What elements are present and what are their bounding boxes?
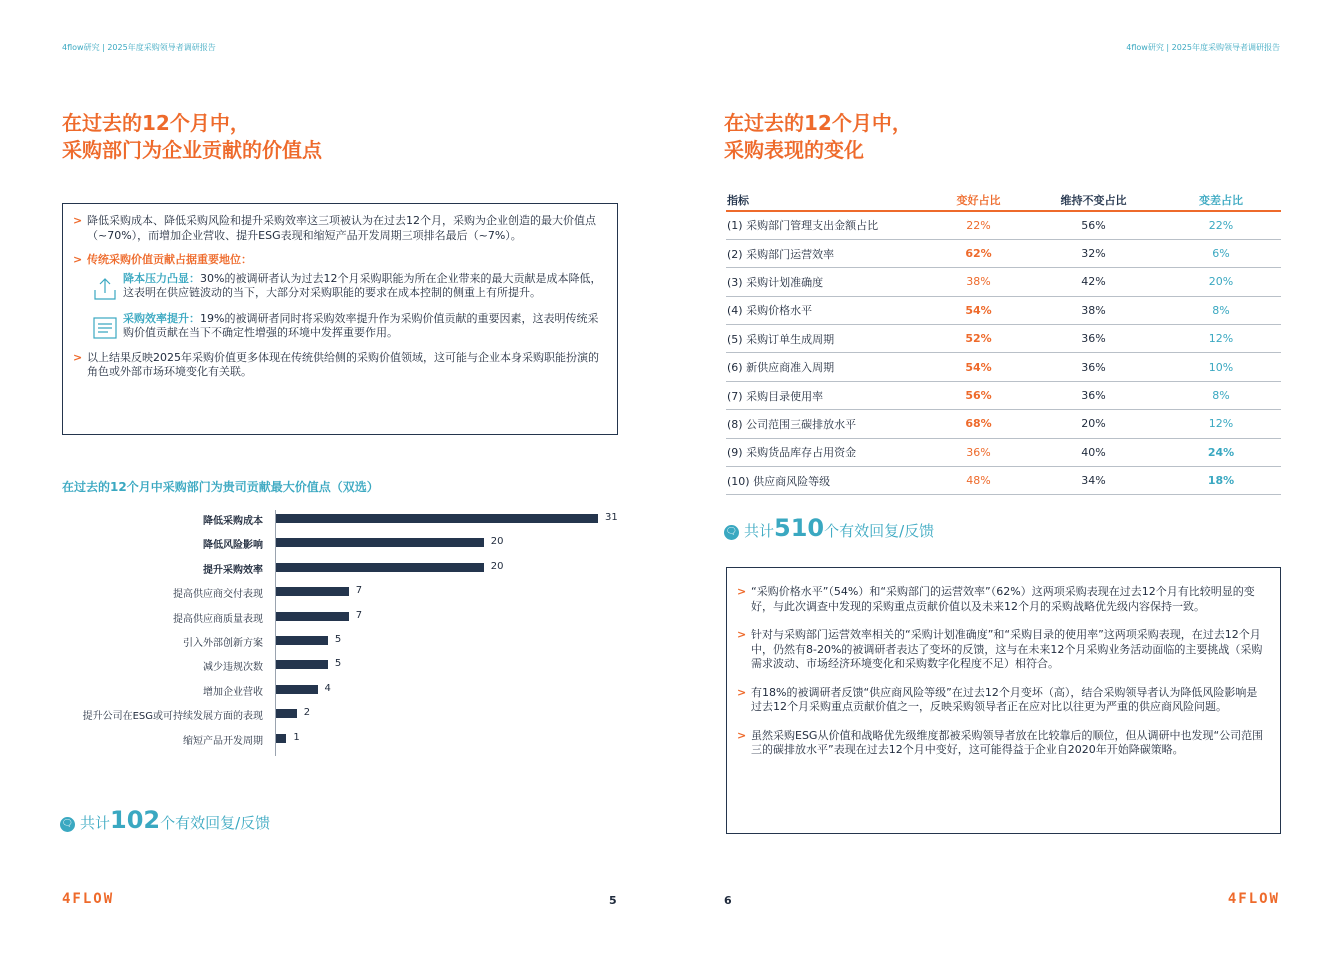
header-metric: 指标 <box>726 189 931 211</box>
bar-label: 提升公司在ESG或可持续发展方面的表现 <box>82 711 263 723</box>
bar <box>276 685 318 694</box>
bullet-marker: > <box>737 685 747 699</box>
cell-metric: (4) 采购价格水平 <box>726 296 931 324</box>
table-row <box>726 353 1281 381</box>
sub-point-cost-text <box>123 272 607 302</box>
response-count-left <box>60 806 270 834</box>
table-header-row <box>726 189 1281 211</box>
cell-worse: 22% <box>1161 211 1281 239</box>
cell-same: 32% <box>1026 239 1161 267</box>
page-number-right: 6 <box>724 894 732 907</box>
bar <box>276 538 484 547</box>
sub-point-efficiency-text <box>123 312 607 341</box>
chat-badge-icon: 🗨 <box>724 525 739 540</box>
summary-bullet-2 <box>73 253 607 268</box>
bar <box>276 587 349 596</box>
cell-same: 34% <box>1026 467 1161 495</box>
document-lines-icon <box>87 312 123 341</box>
table-row <box>726 381 1281 409</box>
cell-better: 36% <box>931 438 1026 466</box>
response-prefix: 共计 <box>80 814 111 832</box>
bar <box>276 612 349 621</box>
right-title-line1: 在过去的12个月中， <box>724 111 912 135</box>
cell-worse: 18% <box>1161 467 1281 495</box>
right-bullet-4 <box>737 729 1266 758</box>
right-page-title <box>724 110 912 164</box>
arrow-up-tray-icon <box>87 272 123 302</box>
cell-metric: (6) 新供应商准入周期 <box>726 353 931 381</box>
bar <box>276 734 286 743</box>
cell-same: 36% <box>1026 381 1161 409</box>
cell-better: 62% <box>931 239 1026 267</box>
table-row <box>726 438 1281 466</box>
cell-same: 38% <box>1026 296 1161 324</box>
cell-worse: 20% <box>1161 268 1281 296</box>
table-row <box>726 467 1281 495</box>
table-row <box>726 211 1281 239</box>
performance-table <box>726 189 1281 495</box>
sub-point-cost <box>73 272 607 302</box>
bar-label: 提升采购效率 <box>203 564 263 576</box>
response-suffix: 个有效回复/反馈 <box>160 814 271 832</box>
bullet-marker: > <box>73 350 83 364</box>
sub-text: 19%的被调研者同时将采购效率提升作为采购价值贡献的重要因素，这表明传统采购价值贡献在当下不确定性增强的环境中发挥重要作用。 <box>123 311 599 339</box>
header-better: 变好占比 <box>931 189 1026 211</box>
bar-value-label: 7 <box>355 585 363 597</box>
bar-value-label: 4 <box>324 682 331 694</box>
cell-better: 54% <box>931 353 1026 381</box>
left-page-title <box>62 110 322 164</box>
cell-better: 68% <box>931 410 1026 438</box>
bullet-marker: > <box>73 253 83 266</box>
table-row <box>726 296 1281 324</box>
table-row <box>726 325 1281 353</box>
response-count-number: 102 <box>110 806 161 834</box>
bullet-text: “采购价格水平”（54%）和“采购部门的运营效率”（62%）这两项采购表现在过去12个月有比较明显的变好，与此次调查中发现的采购重点贡献价值以及未来12个月的采购战略优先级内容保持一致。 <box>751 585 1255 613</box>
summary-bullet-3 <box>73 351 607 380</box>
header-same: 维持不变占比 <box>1026 189 1161 211</box>
bar-label: 引入外部创新方案 <box>183 638 263 649</box>
table-body <box>726 211 1281 495</box>
cell-worse: 8% <box>1161 296 1281 324</box>
bar-value-label: 5 <box>334 634 342 645</box>
cell-metric: (9) 采购货品库存占用资金 <box>726 438 931 466</box>
cell-better: 56% <box>931 381 1026 409</box>
bar-value-label: 2 <box>303 707 311 719</box>
page-number-left: 5 <box>609 894 617 907</box>
bar-label: 降低风险影响 <box>203 540 263 552</box>
cell-worse: 12% <box>1161 410 1281 438</box>
cell-worse: 6% <box>1161 239 1281 267</box>
bullet-text: 针对与采购部门运营效率相关的“采购计划准确度”和“采购目录的使用率”这两项采购表现，在过去12个月中，仍然有8-20%的被调研者表达了变坏的反馈，这与在未来12个月采购业务活动面临的主要挑战（采购需求波动、市场经济环境变化和采购数字化程度不足）相符合。 <box>751 628 1263 670</box>
logo-right: 4FLOW <box>1227 891 1280 907</box>
right-bullet-3 <box>737 686 1266 715</box>
response-count-right <box>724 514 934 542</box>
cell-better: 48% <box>931 467 1026 495</box>
bar <box>276 660 328 669</box>
right-bullet-1 <box>737 585 1266 614</box>
cell-same: 42% <box>1026 268 1161 296</box>
bullet-text: 有18%的被调研者反馈“供应商风险等级”在过去12个月变坏（高），结合采购领导者认为降低风险影响是过去12个月采购重点贡献价值之一，反映采购领导者正在应对比以往更为严重的供应商风险问题。 <box>751 685 1258 713</box>
summary-bullet-1 <box>73 214 607 243</box>
running-head-right: 4flow研究 | 2025年度采购领导者调研报告 <box>1126 43 1280 52</box>
bullet-marker: > <box>737 585 747 598</box>
cell-same: 36% <box>1026 325 1161 353</box>
response-suffix: 个有效回复/反馈 <box>824 522 935 540</box>
table-row <box>726 410 1281 438</box>
bullet-text: 以上结果反映2025年采购价值更多体现在传统供给侧的采购价值领域，这可能与企业本身采购职能扮演的角色或外部市场环境变化有关联。 <box>87 350 599 378</box>
right-bullet-2 <box>737 628 1266 672</box>
cell-metric: (1) 采购部门管理支出金额占比 <box>726 211 931 239</box>
summary-box-right <box>726 567 1281 834</box>
bullet-marker: > <box>737 728 747 742</box>
bar <box>276 514 598 523</box>
bar-value-label: 7 <box>355 609 363 621</box>
bar-label: 提高供应商质量表现 <box>173 613 263 625</box>
cell-same: 56% <box>1026 211 1161 239</box>
table-row <box>726 239 1281 267</box>
summary-box-left <box>62 203 618 435</box>
response-count-number: 510 <box>774 514 825 542</box>
bar-label: 降低采购成本 <box>203 516 263 527</box>
bar-label: 提高供应商交付表现 <box>173 589 263 601</box>
bullet-heading: 传统采购价值贡献占据重要地位： <box>87 253 252 266</box>
header-worse: 变差占比 <box>1161 189 1281 211</box>
bullet-marker: > <box>737 628 747 641</box>
running-head-left: 4flow研究 | 2025年度采购领导者调研报告 <box>62 43 216 52</box>
sub-text: 30%的被调研者认为过去12个月采购职能为所在企业带来的最大贡献是成本降低，这表明在供应链波动的当下，大部分对采购职能的要求在成本控制的侧重上有所提升。 <box>123 271 602 299</box>
cell-worse: 12% <box>1161 325 1281 353</box>
cell-better: 38% <box>931 268 1026 296</box>
bullet-text: 虽然采购ESG从价值和战略优先级维度都被采购领导者放在比较靠后的顺位，但从调研中也发现“公司范围三的碳排放水平”表现在过去12个月中变好，这可能得益于企业自2020年开始降碳策略。 <box>751 728 1264 756</box>
cell-metric: (2) 采购部门运营效率 <box>726 239 931 267</box>
logo-left: 4FLOW <box>62 891 115 907</box>
bar-value-label: 20 <box>490 560 504 572</box>
cell-same: 40% <box>1026 438 1161 466</box>
left-title-line2: 采购部门为企业贡献的价值点 <box>62 138 322 162</box>
cell-metric: (10) 供应商风险等级 <box>726 467 931 495</box>
table-row <box>726 268 1281 296</box>
cell-worse: 24% <box>1161 438 1281 466</box>
left-title-line1: 在过去的12个月中， <box>62 111 250 135</box>
cell-metric: (7) 采购目录使用率 <box>726 381 931 409</box>
cell-worse: 8% <box>1161 381 1281 409</box>
cell-metric: (8) 公司范围三碳排放水平 <box>726 410 931 438</box>
bar-value-label: 5 <box>334 658 342 670</box>
cell-better: 54% <box>931 296 1026 324</box>
response-prefix: 共计 <box>744 522 775 540</box>
right-title-line2: 采购表现的变化 <box>724 138 864 162</box>
cell-metric: (5) 采购订单生成周期 <box>726 325 931 353</box>
cell-metric: (3) 采购计划准确度 <box>726 268 931 296</box>
chart-title: 在过去的12个月中采购部门为贵司贡献最大价值点（双选） <box>62 480 379 494</box>
bullet-marker: > <box>73 214 83 227</box>
bullet-text: 降低采购成本、降低采购风险和提升采购效率这三项被认为在过去12个月，采购为企业创造的最大价值点（~70%），而增加企业营收、提升ESG表现和缩短产品开发周期三项排名最后（~7%）。 <box>87 214 596 242</box>
bar-value-label: 1 <box>293 731 300 743</box>
sub-point-efficiency <box>73 312 607 341</box>
bar-label: 减少违规次数 <box>203 662 263 674</box>
cell-same: 20% <box>1026 410 1161 438</box>
sub-heading: 采购效率提升： <box>123 311 200 325</box>
bar-value-label: 31 <box>605 512 618 523</box>
bar-label: 缩短产品开发周期 <box>183 735 263 747</box>
bar <box>276 636 328 645</box>
cell-worse: 10% <box>1161 353 1281 381</box>
right-page <box>671 0 1342 955</box>
bar <box>276 709 297 718</box>
bar-value-label: 20 <box>490 536 504 548</box>
sub-heading: 降本压力凸显： <box>123 271 200 285</box>
cell-same: 36% <box>1026 353 1161 381</box>
bar-label: 增加企业营收 <box>203 686 263 698</box>
cell-better: 22% <box>931 211 1026 239</box>
chat-badge-icon: 🗨 <box>60 817 75 832</box>
bar <box>276 563 484 572</box>
cell-better: 52% <box>931 325 1026 353</box>
